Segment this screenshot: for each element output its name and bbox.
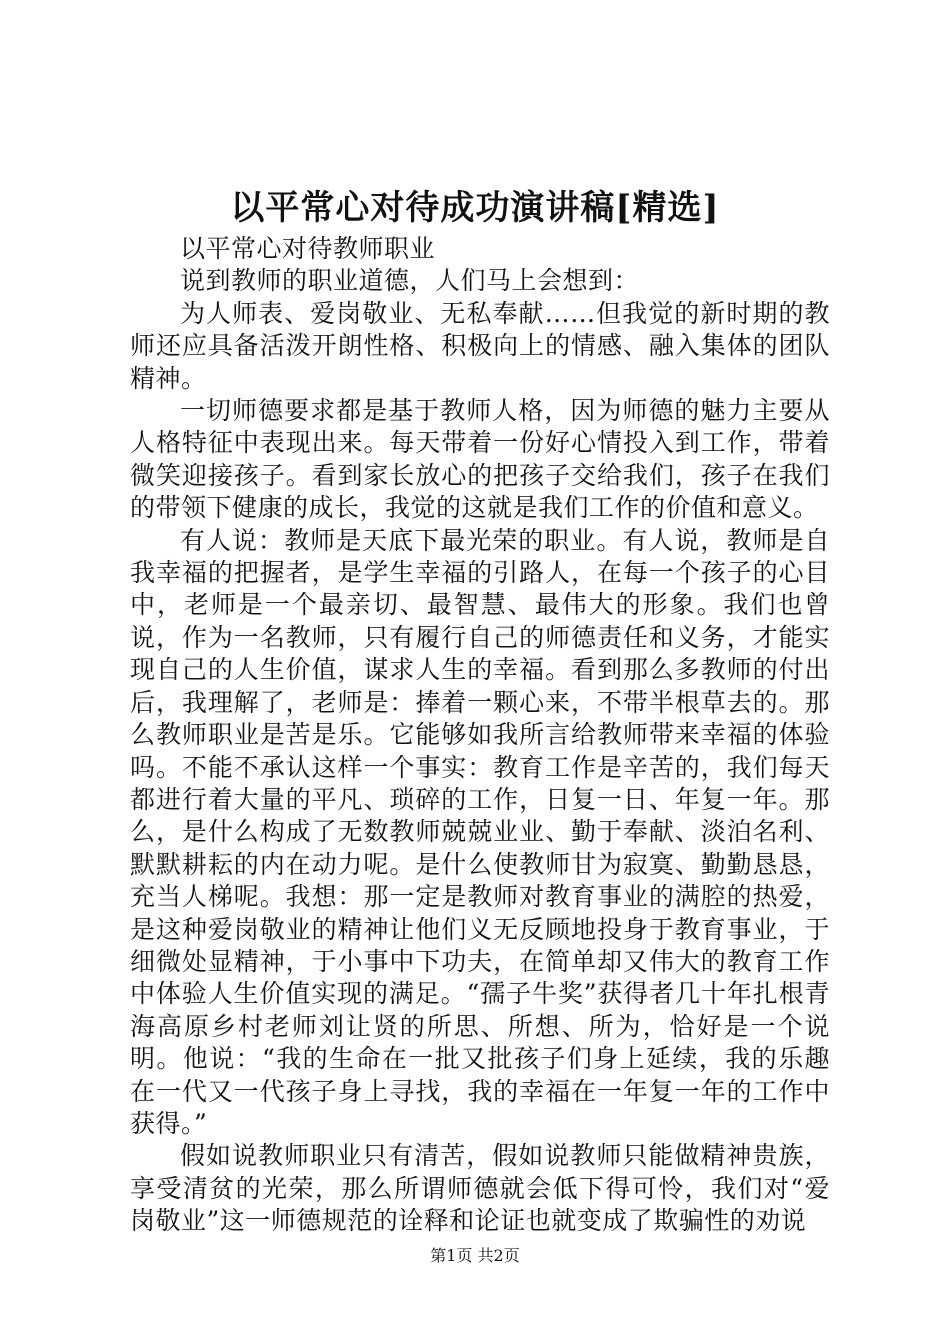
paragraph: 假如说教师职业只有清苦，假如说教师只能做精神贵族，享受清贫的光荣，那么所谓师德就会低下得可怜，我们对“爱岗敬业”这一师德规范的诠释和论证也就变成了欺骗性的劝说 (130, 1141, 830, 1236)
paragraph: 有人说：教师是天底下最光荣的职业。有人说，教师是自我幸福的把握者，是学生幸福的引路人，在每一个孩子的心目中，老师是一个最亲切、最智慧、最伟大的形象。我们也曾说，作为一名教师，只有履行自己的师德责任和义务，才能实现自己的人生价值，谋求人生的幸福。看到那么多教师的付出后，我理解了，老师是：捧着一颗心来，不带半根草去的。那么教师职业是苦是乐。它能够如我所言给教师带来幸福的体验吗。不能不承认这样一个事实：教育工作是辛苦的，我们每天都进行着大量的平凡、琐碎的工作，日复一日、年复一年。那么，是什么构成了无数教师兢兢业业、勤于奉献、淡泊名利、默默耕耘的内在动力呢。是什么使教师甘为寂寞、勤勤恳恳，充当人梯呢。我想：那一定是教师对教育事业的满腔的热爱，是这种爱岗敬业的精神让他们义无反顾地投身于教育事业，于细微处显精神，于小事中下功夫，在简单却又伟大的教育工作中体验人生价值实现的满足。“孺子牛奖”获得者几十年扎根青海高原乡村老师刘让贤的所思、所想、所为，恰好是一个说明。他说：“我的生命在一批又批孩子们身上延续，我的乐趣在一代又一代孩子身上寻找，我的幸福在一年复一年的工作中获得。” (130, 525, 830, 1138)
paragraph: 为人师表、爱岗敬业、无私奉献……但我觉的新时期的教师还应具备活泼开朗性格、积极向上的情感、融入集体的团队精神。 (130, 298, 830, 393)
page-number-footer: 第1页 共2页 (430, 1246, 520, 1265)
document-title: 以平常心对待成功演讲稿[精选] (230, 188, 720, 228)
paragraph: 一切师德要求都是基于教师人格，因为师德的魅力主要从人格特征中表现出来。每天带着一份好心情投入到工作，带着微笑迎接孩子。看到家长放心的把孩子交给我们，孩子在我们的带领下健康的成长，我觉的这就是我们工作的价值和意义。 (130, 396, 830, 523)
paragraph-subtitle: 以平常心对待教师职业 (180, 234, 436, 263)
paragraph: 说到教师的职业道德，人们马上会想到： (180, 266, 640, 296)
document-body (130, 233, 830, 1238)
